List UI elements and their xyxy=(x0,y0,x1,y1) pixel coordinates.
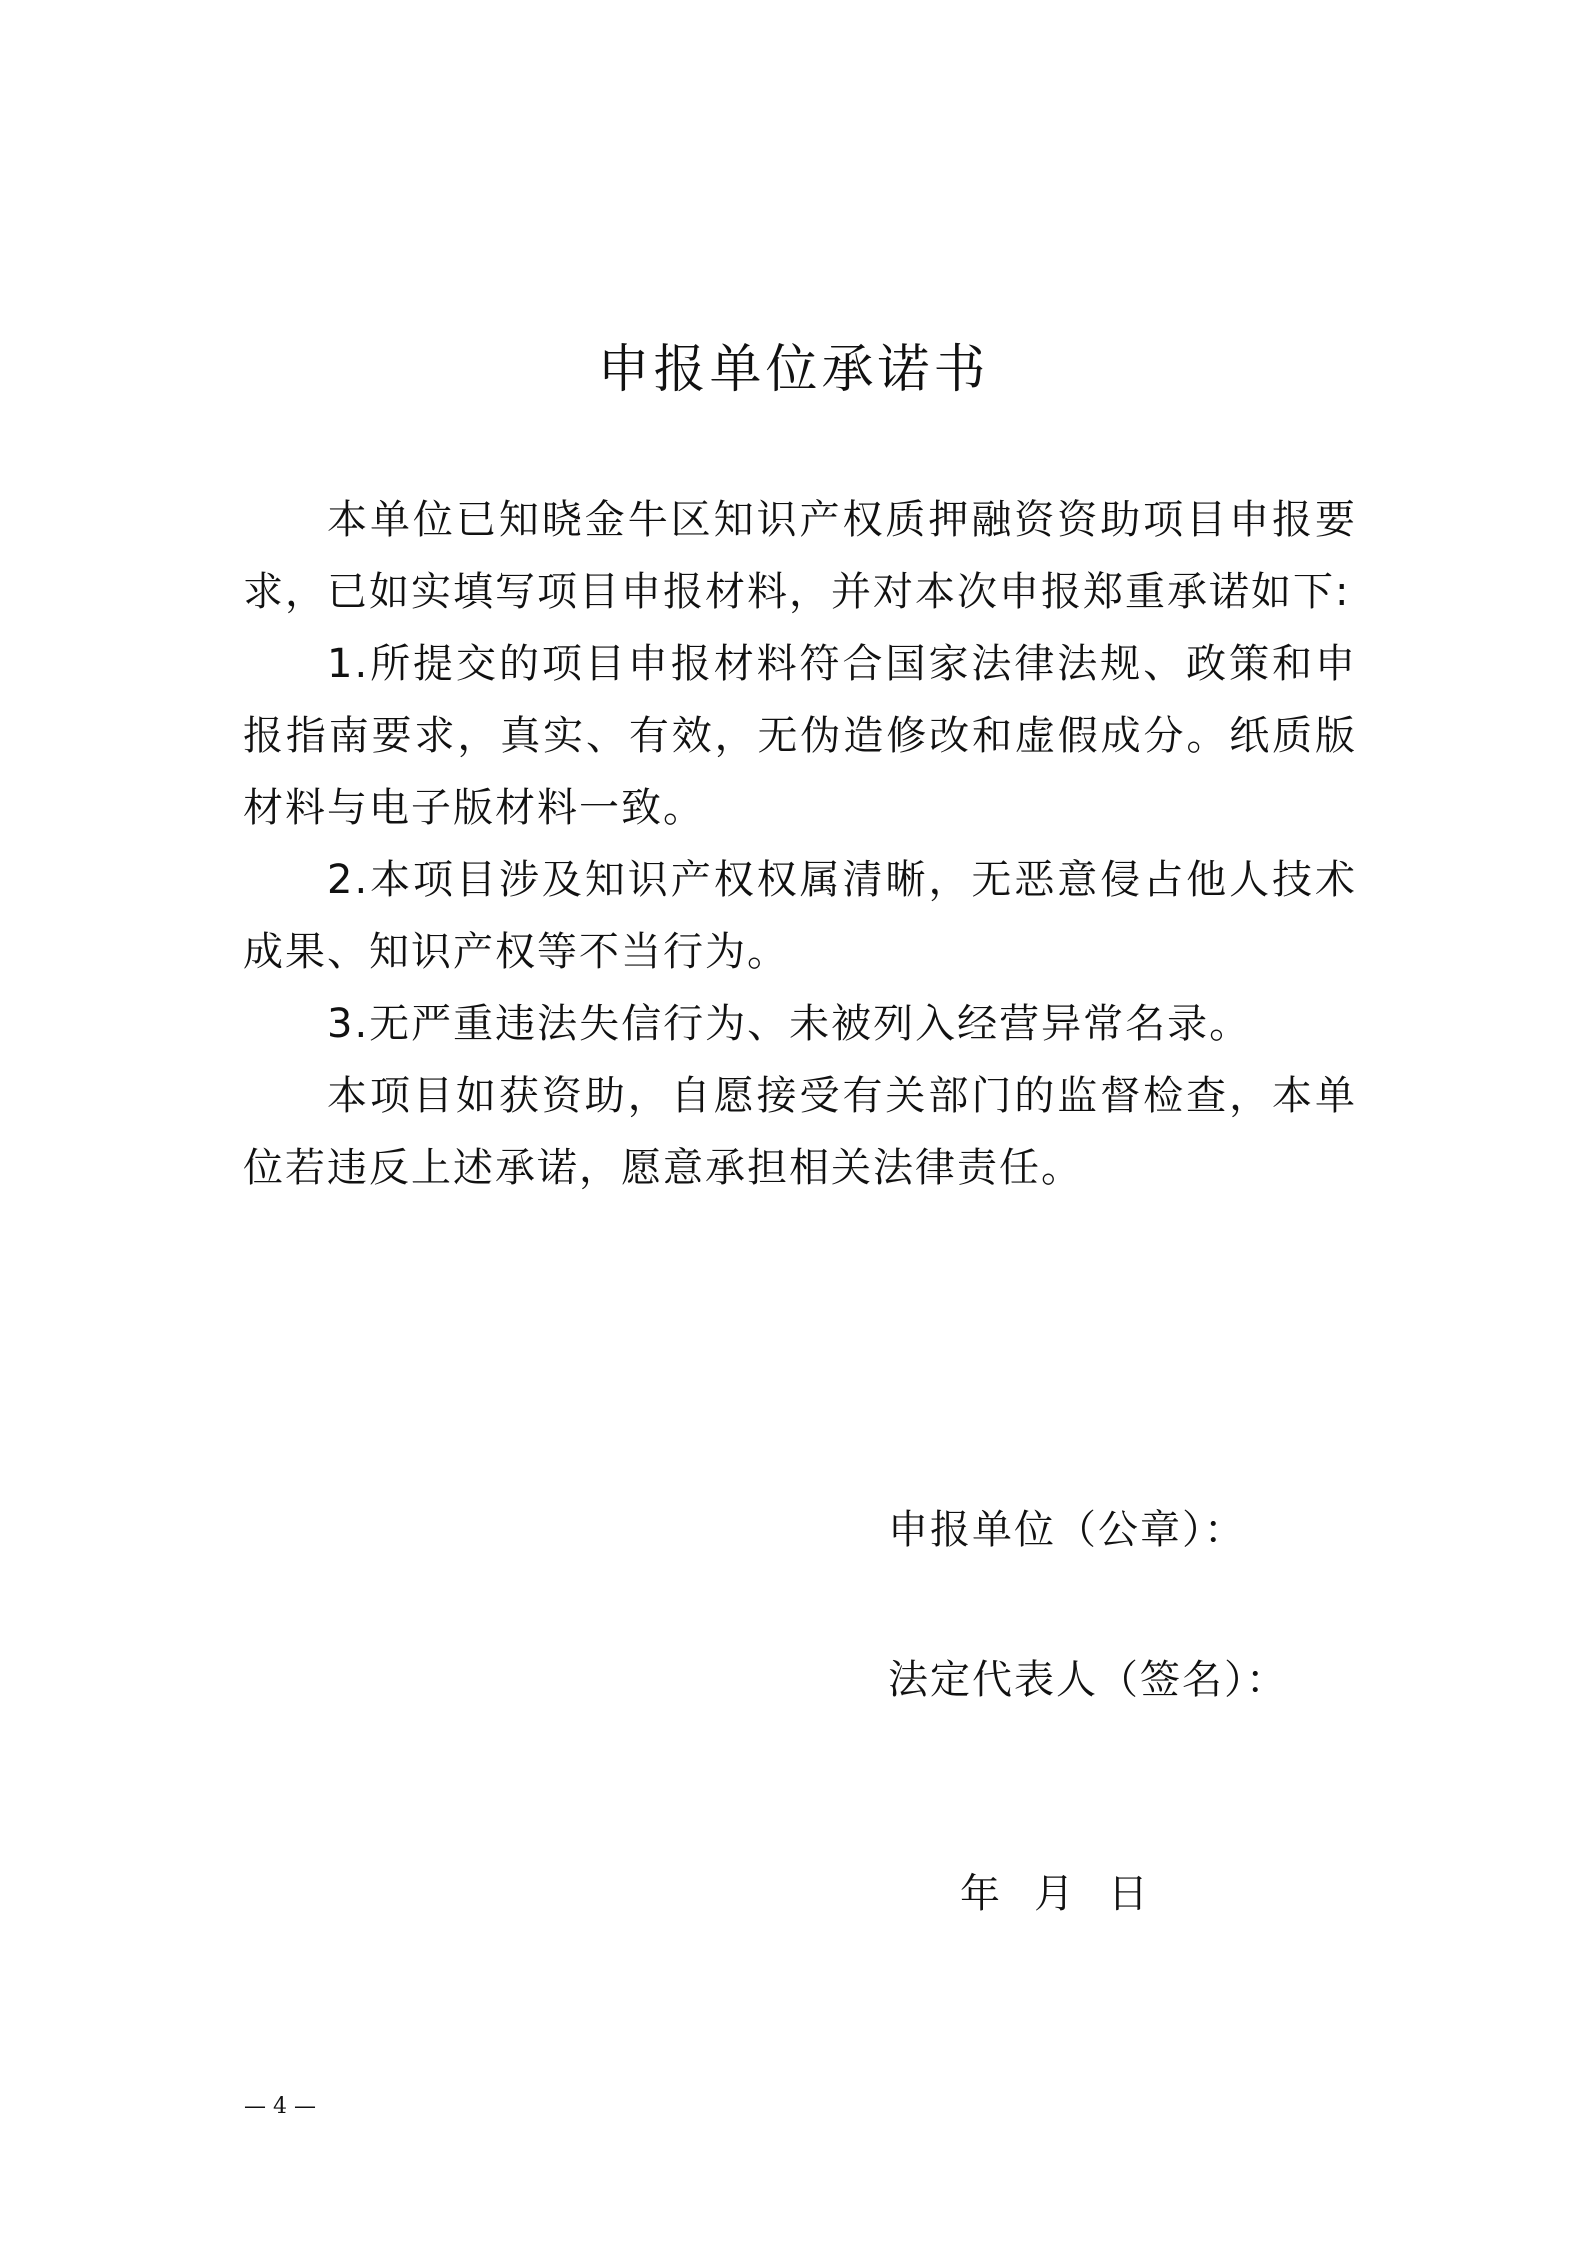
commitment-item-1: 1.所提交的项目申报材料符合国家法律法规、政策和申报指南要求，真实、有效，无伪造修改和虚假成分。纸质版材料与电子版材料一致。 xyxy=(243,641,1357,831)
document-title: 申报单位承诺书 xyxy=(597,340,990,400)
commitment-body xyxy=(243,484,1357,1204)
month-label: 月 xyxy=(1034,1871,1074,1917)
page-number: — 4 — xyxy=(244,2094,316,2119)
year-label: 年 xyxy=(960,1871,1000,1917)
representative-signature-label: 法定代表人（签名）： xyxy=(888,1657,1288,1703)
intro-paragraph: 本单位已知晓金牛区知识产权质押融资资助项目申报要求，已如实填写项目申报材料，并对本次申报郑重承诺如下: xyxy=(243,497,1357,615)
commitment-item-2: 2.本项目涉及知识产权权属清晰，无恶意侵占他人技术成果、知识产权等不当行为。 xyxy=(243,857,1357,975)
closing-paragraph: 本项目如获资助，自愿接受有关部门的监督检查，本单位若违反上述承诺，愿意承担相关法律责任。 xyxy=(243,1073,1357,1191)
unit-seal-label: 申报单位（公章）： xyxy=(888,1507,1246,1553)
day-label: 日 xyxy=(1108,1871,1148,1917)
commitment-item-3: 3.无严重违法失信行为、未被列入经营异常名录。 xyxy=(327,1001,1252,1047)
date-line xyxy=(960,1864,1148,1924)
